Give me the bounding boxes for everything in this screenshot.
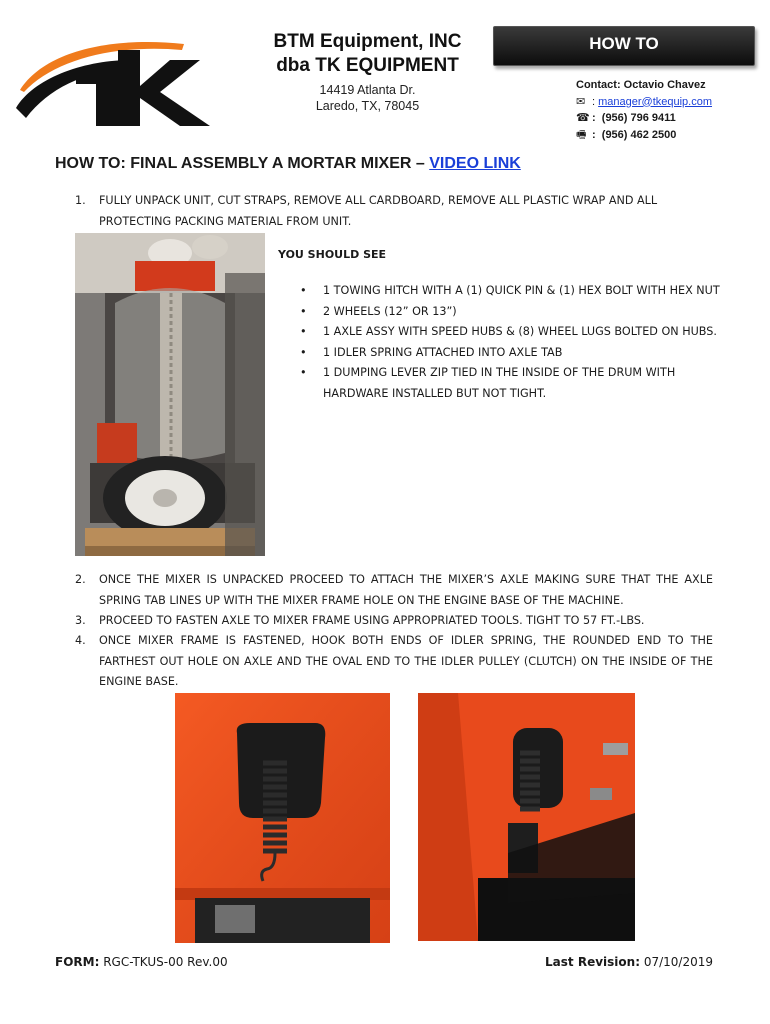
form-value: RGC-TKUS-00 Rev.00 [103,955,228,969]
step-line: FARTHEST OUT HOLE ON AXLE AND THE OVAL END TO THE IDLER PULLEY (CLUTCH) ON THE INSIDE OF THE [99,654,713,668]
step-1 [75,191,729,232]
list-item: • 1 TOWING HITCH WITH A (1) QUICK PIN & (1) HEX BOLT WITH HEX NUT [300,281,730,302]
step-line: ENGINE BASE. [99,675,179,688]
packed-mixer-photo [75,233,265,556]
list-item: • 1 IDLER SPRING ATTACHED INTO AXLE TAB [300,343,730,364]
envelope-icon: ✉ [576,95,586,108]
step-number: 4. [75,634,86,647]
step-3 [75,611,713,632]
list-item: • 2 WHEELS (12” OR 13”) [300,302,730,323]
phone-number: (956) 796 9411 [601,112,676,124]
step-line: PROCEED TO FASTEN AXLE TO MIXER FRAME USING APPROPRIATED TOOLS. TIGHT TO 57 FT.-LBS. [99,614,645,627]
last-revision [545,955,713,969]
you-should-see-heading: YOU SHOULD SEE [278,248,387,261]
step-2 [75,570,713,611]
step-4 [75,631,713,693]
revision-label: Last Revision: [545,955,640,969]
step-line: ONCE THE MIXER IS UNPACKED PROCEED TO ATTACH THE MIXER’S AXLE MAKING SURE THAT THE AXLE [99,573,713,586]
video-link[interactable]: VIDEO LINK [429,155,521,172]
document-title [55,155,521,173]
company-dba: dba TK EQUIPMENT [276,55,459,76]
form-number [55,955,228,969]
company-name: BTM Equipment, INC [273,31,462,52]
form-label: FORM: [55,955,100,969]
revision-value: 07/10/2019 [643,955,713,969]
fax-number: (956) 462 2500 [601,128,677,141]
company-block [245,30,490,114]
step-number: 3. [75,614,86,627]
how-to-banner: HOW TO [493,26,755,66]
contact-name: Contact: Octavio Chavez [576,79,706,91]
title-text: HOW TO: FINAL ASSEMBLY A MORTAR MIXER – [55,155,430,172]
list-item: • 1 DUMPING LEVER ZIP TIED IN THE INSIDE OF THE DRUM WITH [300,363,730,384]
fax-icon: 🖷 [576,128,587,141]
step-number: 2. [75,573,86,586]
contents-list [300,281,730,404]
address-line-2: Laredo, TX, 78045 [315,99,420,113]
list-item: • 1 AXLE ASSY WITH SPEED HUBS & (8) WHEEL LUGS BOLTED ON HUBS. [300,322,730,343]
tk-equipment-logo [14,30,214,128]
email-link[interactable]: manager@tkequip.com [598,95,713,108]
contact-block: Contact: Octavio Chavez ✉ : manager@tkequip.com ☎ : (956) 796 9411 🖷 : (956) 462 2500 [576,77,766,143]
idler-spring-photo-right [418,693,635,941]
step-line: ONCE MIXER FRAME IS FASTENED, HOOK BOTH ENDS OF IDLER SPRING, THE ROUNDED END TO THE [99,634,713,647]
idler-spring-photo-left [175,693,390,943]
address-line-1: 14419 Atlanta Dr. [319,83,416,97]
step-line: PROTECTING PACKING MATERIAL FROM UNIT. [99,214,352,228]
telephone-icon: ☎ [576,112,590,124]
step-line: FULLY UNPACK UNIT, CUT STRAPS, REMOVE ALL CARDBOARD, REMOVE ALL PLASTIC WRAP AND ALL [99,194,658,207]
list-item-continuation: HARDWARE INSTALLED BUT NOT TIGHT. [323,386,547,400]
step-number: 1. [75,194,86,207]
step-line: SPRING TAB LINES UP WITH THE MIXER FRAME HOLE ON THE ENGINE BASE OF THE MACHINE. [99,593,624,607]
